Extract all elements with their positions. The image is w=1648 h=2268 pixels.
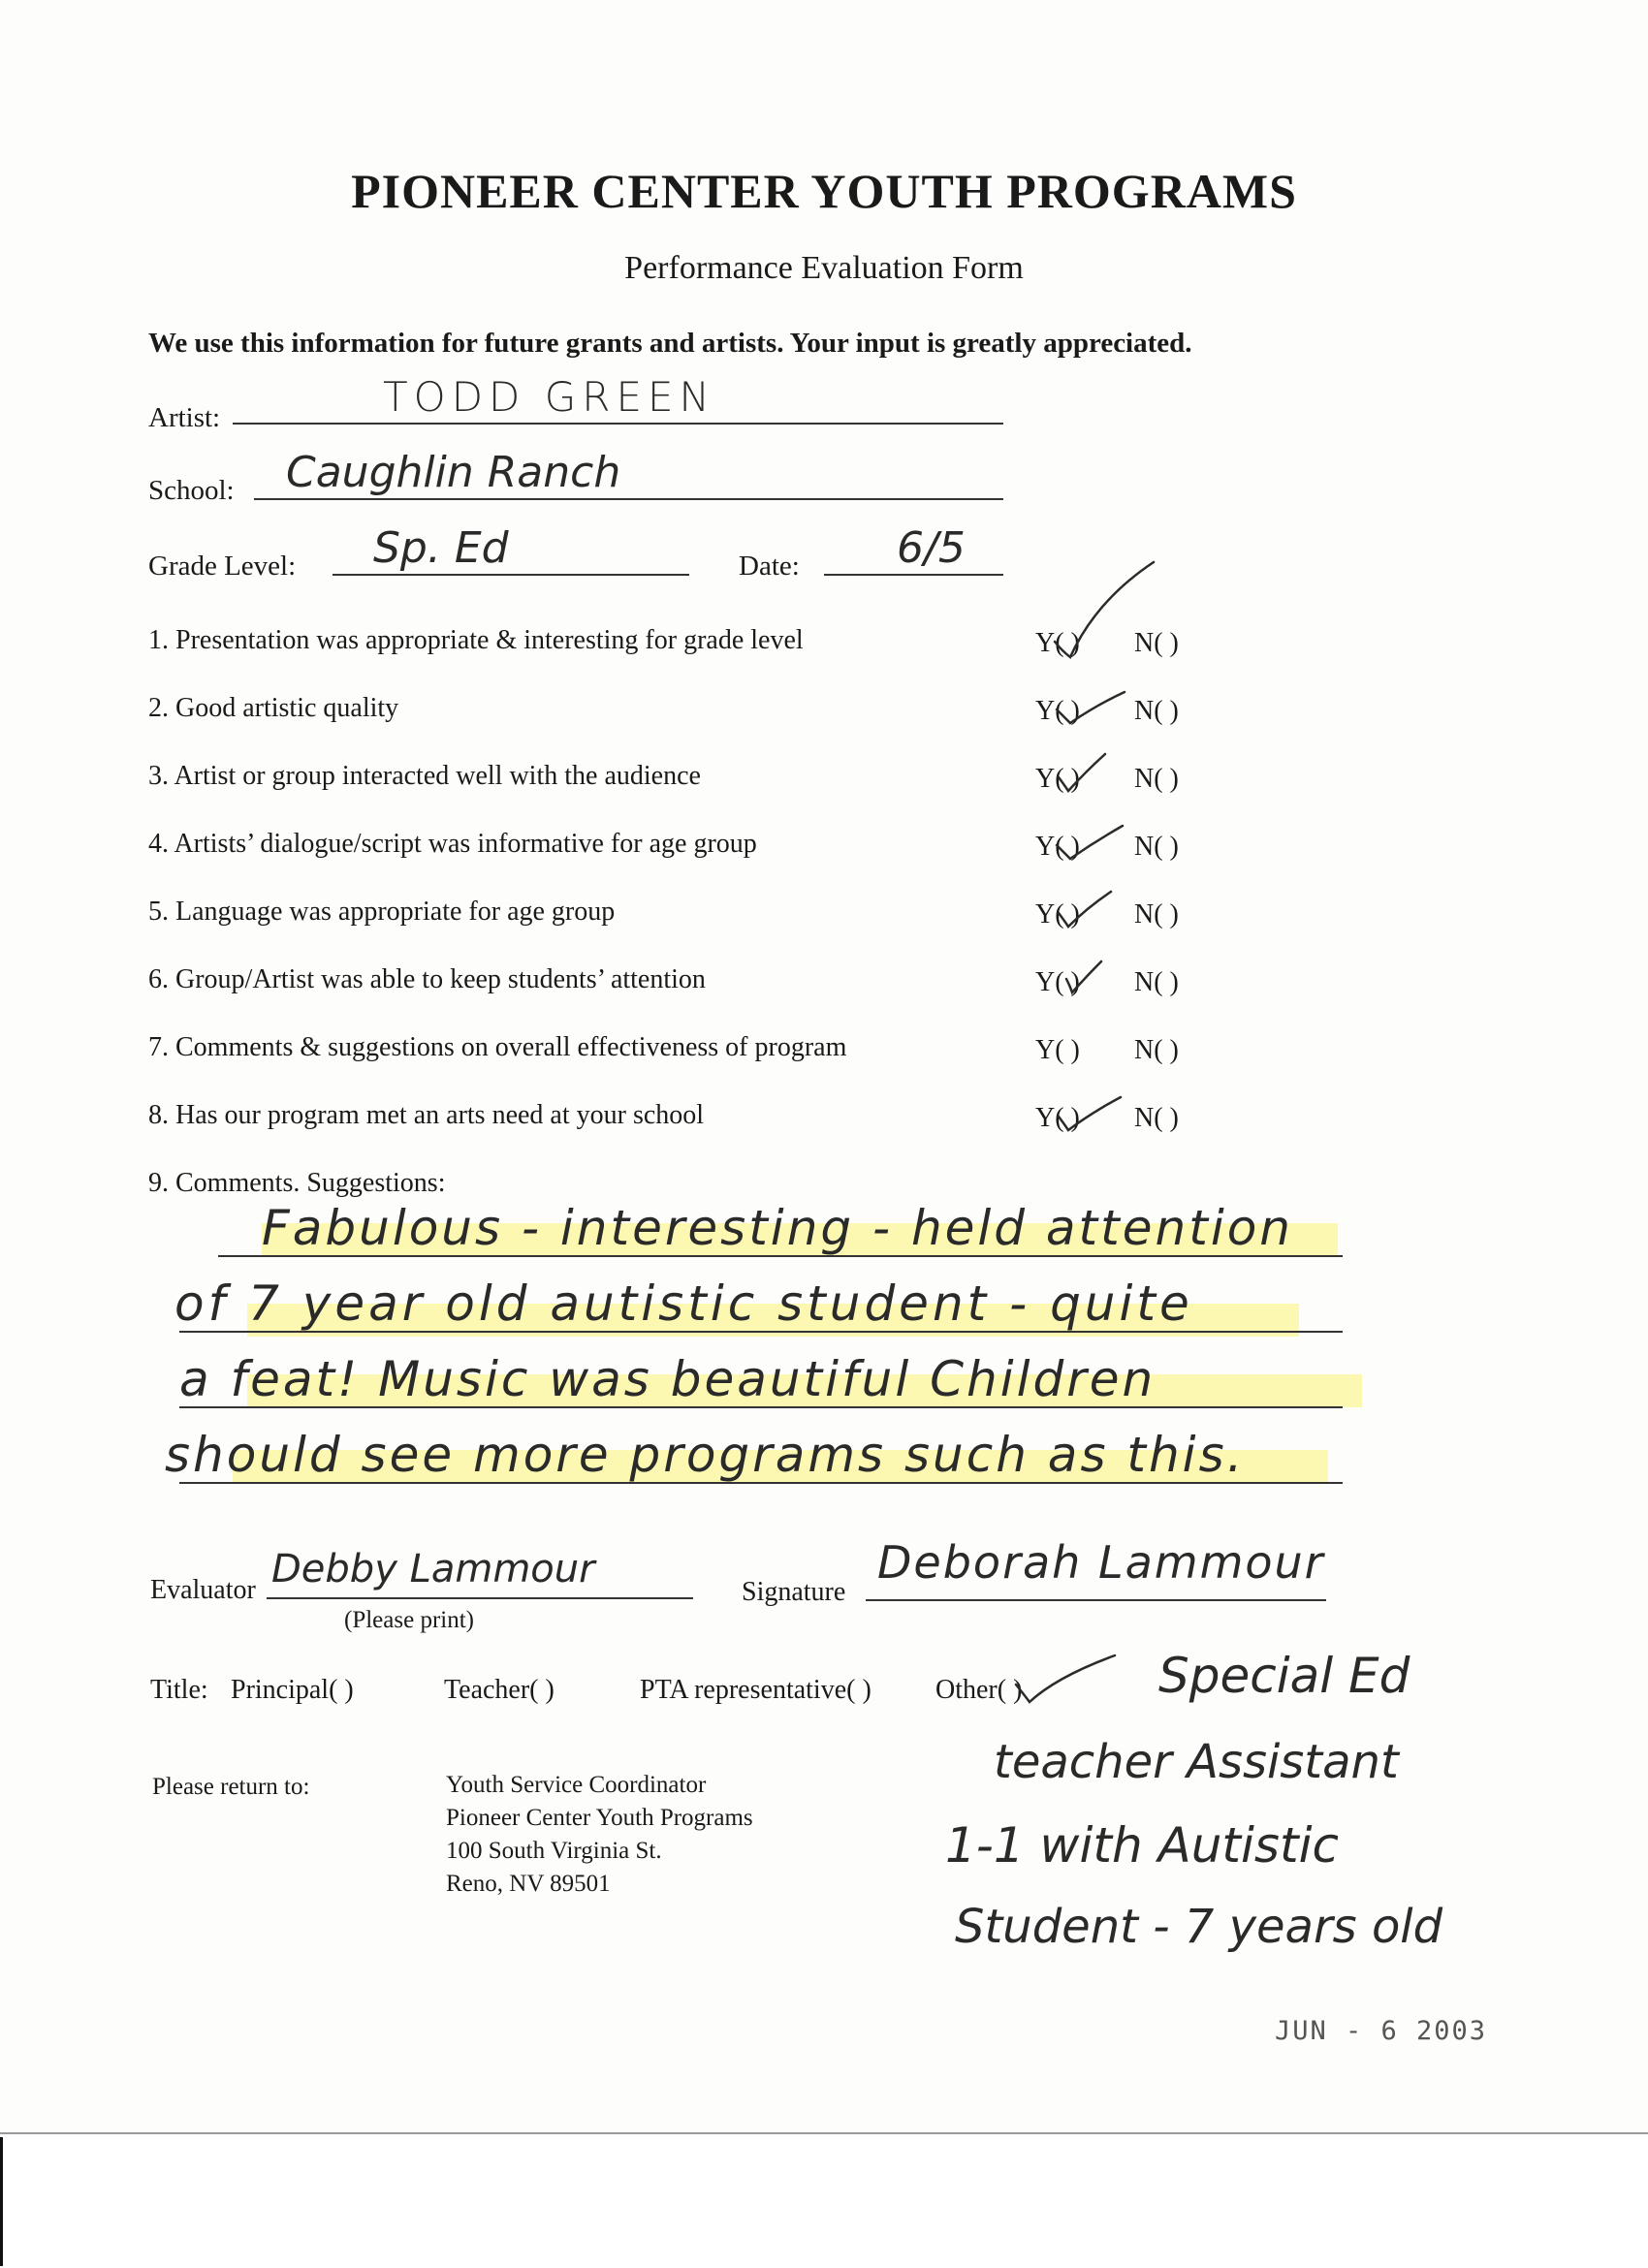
question-4-no[interactable]: N( ) (1134, 832, 1179, 862)
question-3: 3. Artist or group interacted well with the audience (148, 761, 701, 791)
return-line-1: Youth Service Coordinator (446, 1772, 707, 1798)
check-mark-3 (1059, 754, 1105, 791)
check-mark-2 (1057, 692, 1125, 723)
question-8-yes[interactable]: Y( ) (1035, 1103, 1080, 1133)
school-underline (254, 498, 1003, 500)
question-6: 6. Group/Artist was able to keep students’ attention (148, 964, 706, 994)
question-2: 2. Good artistic quality (148, 693, 399, 723)
comment-text-3: a feat! Music was beautiful Children (179, 1351, 1157, 1407)
signature-underline (866, 1599, 1326, 1601)
question-6-no[interactable]: N( ) (1134, 967, 1179, 997)
question-5-no[interactable]: N( ) (1134, 899, 1179, 929)
signature-label: Signature (742, 1577, 846, 1607)
artist-label: Artist: (148, 402, 221, 433)
question-7-yes[interactable]: Y( ) (1035, 1035, 1080, 1065)
return-line-3: 100 South Virginia St. (446, 1838, 662, 1864)
date-value[interactable]: 6/5 (897, 523, 966, 573)
question-1-yes[interactable]: Y( ) (1035, 628, 1080, 658)
intro-text: We use this information for future grants and artists. Your input is greatly appreciated. (148, 328, 1192, 359)
title-principal[interactable]: Principal( ) (231, 1675, 354, 1705)
evaluator-underline (267, 1597, 693, 1599)
please-print-note: (Please print) (344, 1607, 474, 1633)
question-2-yes[interactable]: Y( ) (1035, 696, 1080, 726)
grade-underline (333, 574, 689, 576)
comment-text-4: should see more programs such as this. (165, 1427, 1246, 1483)
evaluator-value[interactable]: Debby Lammour (271, 1547, 595, 1591)
question-6-yes[interactable]: Y( ) (1035, 967, 1080, 997)
title-pta[interactable]: PTA representative( ) (640, 1675, 872, 1705)
title-teacher[interactable]: Teacher( ) (444, 1675, 555, 1705)
question-1-no[interactable]: N( ) (1134, 628, 1179, 658)
return-label: Please return to: (152, 1774, 310, 1800)
other-note-2: teacher Assistant (994, 1735, 1399, 1789)
check-mark-5 (1059, 892, 1111, 927)
form-title: PIONEER CENTER YOUTH PROGRAMS (351, 164, 1297, 218)
check-mark-1 (1055, 562, 1154, 657)
date-label: Date: (739, 551, 800, 582)
return-address (446, 1769, 753, 1901)
grade-value[interactable]: Sp. Ed (373, 523, 509, 573)
question-4: 4. Artists’ dialogue/script was informative for age group (148, 829, 757, 859)
other-note-4: Student - 7 years old (955, 1900, 1443, 1954)
received-date-stamp: JUN - 6 2003 (1275, 2016, 1488, 2046)
artist-underline (233, 423, 1003, 425)
scanner-margin (0, 2132, 1648, 2268)
question-5-yes[interactable]: Y( ) (1035, 899, 1080, 929)
title-other[interactable]: Other( ) (935, 1675, 1023, 1705)
comments-label: 9. Comments. Suggestions: (148, 1168, 446, 1198)
date-underline (824, 574, 1003, 576)
question-1: 1. Presentation was appropriate & interesting for grade level (148, 625, 804, 655)
question-4-yes[interactable]: Y( ) (1035, 832, 1080, 862)
artist-value[interactable]: TODD GREEN (383, 373, 715, 421)
question-8-no[interactable]: N( ) (1134, 1103, 1179, 1133)
school-label: School: (148, 475, 235, 506)
school-value[interactable]: Caughlin Ranch (286, 448, 621, 497)
comment-text-1: Fabulous - interesting - held attention (262, 1200, 1293, 1256)
question-3-yes[interactable]: Y( ) (1035, 764, 1080, 794)
question-3-no[interactable]: N( ) (1134, 764, 1179, 794)
comment-text-2: of 7 year old autistic student - quite (174, 1276, 1193, 1332)
question-7: 7. Comments & suggestions on overall effectiveness of program (148, 1032, 847, 1062)
signature-value[interactable]: Deborah Lammour (877, 1536, 1325, 1589)
check-mark-4 (1057, 826, 1123, 859)
question-8: 8. Has our program met an arts need at your school (148, 1100, 705, 1130)
question-7-no[interactable]: N( ) (1134, 1035, 1179, 1065)
check-mark-8 (1059, 1097, 1121, 1130)
other-check-mark (1008, 1648, 1125, 1716)
question-2-no[interactable]: N( ) (1134, 696, 1179, 726)
return-line-4: Reno, NV 89501 (446, 1871, 611, 1897)
check-mark-6 (1066, 961, 1101, 992)
yes-check-marks (1028, 543, 1183, 1163)
other-note-3: 1-1 with Autistic (945, 1817, 1339, 1874)
title-label: Title: (150, 1675, 208, 1705)
scan-edge-line (0, 2137, 3, 2266)
form-subtitle: Performance Evaluation Form (624, 250, 1024, 286)
other-note-1: Special Ed (1158, 1648, 1410, 1704)
grade-label: Grade Level: (148, 551, 297, 582)
return-line-2: Pioneer Center Youth Programs (446, 1805, 753, 1831)
evaluator-label: Evaluator (150, 1575, 256, 1605)
question-5: 5. Language was appropriate for age group (148, 897, 616, 927)
